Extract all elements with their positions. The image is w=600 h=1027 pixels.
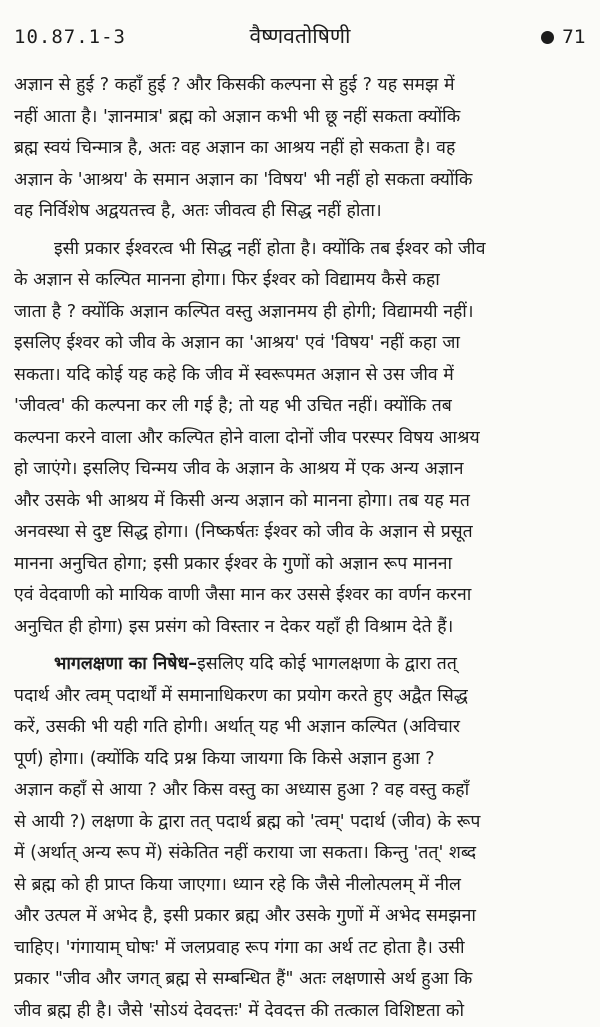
book-title: वैष्णवतोषिणी bbox=[249, 24, 351, 48]
verse-reference: 10.87.1-3 bbox=[14, 26, 126, 48]
text-line: प्रकार "जीव और जगत् ब्रह्म से सम्बन्धित हैं" अतः लक्षणासे अर्थ हुआ कि bbox=[14, 969, 473, 989]
section-heading: भागलक्षणा का निषेध– bbox=[54, 654, 198, 674]
text-line: नहीं आता है। 'ज्ञानमात्र' ब्रह्म को अज्ञान कभी भी छू नहीं सकता क्योंकि bbox=[14, 106, 461, 127]
text-line: ब्रह्म स्वयं चिन्मात्र है, अतः वह अज्ञान का आश्रय नहीं हो सकता है। वह bbox=[14, 138, 456, 158]
text-line: जाता है ? क्योंकि अज्ञान कल्पित वस्तु अज्ञानमय ही होगी; विद्यामयी नहीं। bbox=[14, 301, 474, 322]
text-line: वह निर्विशेष अद्वयतत्त्व है, अतः जीवत्व ही सिद्ध नहीं होता। bbox=[14, 201, 382, 221]
text-line: इसी प्रकार ईश्वरत्व भी सिद्ध नहीं होता है। क्योंकि तब ईश्वर को जीव bbox=[54, 238, 486, 259]
page-number-block bbox=[541, 26, 586, 48]
text-line: एवं वेदवाणी को मायिक वाणी जैसा मान कर उससे ईश्वर का वर्णन करना bbox=[14, 585, 472, 605]
text-line: अज्ञान से हुई ? कहाँ हुई ? और किसकी कल्पना से हुई ? यह समझ में bbox=[14, 75, 455, 95]
text-line: मानना अनुचित होगा; इसी प्रकार ईश्वर के गुणों को अज्ञान रूप मानना bbox=[14, 553, 453, 574]
text-line: कल्पना करने वाला और कल्पित होने वाला दोनों जीव परस्पर विषय आश्रय bbox=[14, 427, 480, 448]
text-line: जीव ब्रह्म ही है। जैसे 'सोऽयं देवदत्तः' में देवदत्त की तत्काल विशिष्टता को bbox=[14, 1000, 465, 1021]
text-line: अनवस्था से दुष्ट सिद्ध होगा। (निष्कर्षतः ईश्वर को जीव के अज्ञान से प्रसूत bbox=[14, 522, 473, 542]
page-header bbox=[0, 22, 600, 56]
text-line bbox=[14, 649, 592, 681]
text-line: में (अर्थात् अन्य रूप में) संकेतित नहीं कराया जा सकता। किन्तु 'तत्' शब्द bbox=[14, 843, 477, 863]
paragraph-1 bbox=[14, 70, 592, 228]
text-line: और उसके भी आश्रय में किसी अन्य अज्ञान को मानना होगा। तब यह मत bbox=[14, 490, 470, 511]
text-line: अनुचित ही होगा) इस प्रसंग को विस्तार न देकर यहाँ ही विश्राम देते हैं। bbox=[14, 616, 454, 637]
text-line: पदार्थ और त्वम् पदार्थों में समानाधिकरण का प्रयोग करते हुए अद्वैत सिद्ध bbox=[14, 685, 468, 706]
text-line: के अज्ञान से कल्पित मानना होगा। फिर ईश्वर को विद्यामय कैसे कहा bbox=[14, 270, 440, 290]
text-line: इसलिए ईश्वर को जीव के अज्ञान का 'आश्रय' एवं 'विषय' नहीं कहा जा bbox=[14, 333, 460, 353]
text-line: पूर्ण) होगा। (क्योंकि यदि प्रश्न किया जायगा कि किसे अज्ञान हुआ ? bbox=[14, 748, 435, 769]
text-line: करें, उसकी भी यही गति होगी। अर्थात् यह भी अज्ञान कल्पित (अविचार bbox=[14, 717, 460, 737]
text-line: हो जाएंगे। इसलिए चिन्मय जीव के अज्ञान के आश्रय में एक अन्य अज्ञान bbox=[14, 459, 464, 479]
text-line: अज्ञान के 'आश्रय' के समान अज्ञान का 'विषय' भी नहीं हो सकता क्योंकि bbox=[14, 169, 473, 190]
page-number: 71 bbox=[561, 26, 586, 48]
text-line: से आयी ?) लक्षणा के द्वारा तत् पदार्थ ब्रह्म को 'त्वम्' पदार्थ (जीव) के रूप bbox=[14, 811, 481, 832]
paragraph-3 bbox=[14, 649, 592, 1027]
text-line: चाहिए। 'गंगायाम् घोषः' में जलप्रवाह रूप गंगा का अर्थ तट होता है। उसी bbox=[14, 937, 465, 958]
text-line: अज्ञान कहाँ से आया ? और किस वस्तु का अध्यास हुआ ? वह वस्तु कहाँ bbox=[14, 780, 470, 800]
heading-line-text: इसलिए यदि कोई भागलक्षणा के द्वारा तत् bbox=[197, 654, 457, 674]
text-line: 'जीवत्व' की कल्पना कर ली गई है; तो यह भी उचित नहीं। क्योंकि तब bbox=[14, 396, 452, 416]
paragraph-2 bbox=[14, 234, 592, 644]
bullet-icon bbox=[541, 31, 554, 44]
text-line: सकता। यदि कोई यह कहे कि जीव में स्वरूपमत अज्ञान से उस जीव में bbox=[14, 364, 454, 385]
page-body bbox=[14, 70, 592, 1027]
text-line: और उत्पल में अभेद है, इसी प्रकार ब्रह्म और उसके गुणों में अभेद समझना bbox=[14, 906, 476, 926]
text-line: से ब्रह्म को ही प्राप्त किया जाएगा। ध्यान रहे कि जैसे नीलोत्पलम् में नील bbox=[14, 874, 461, 895]
